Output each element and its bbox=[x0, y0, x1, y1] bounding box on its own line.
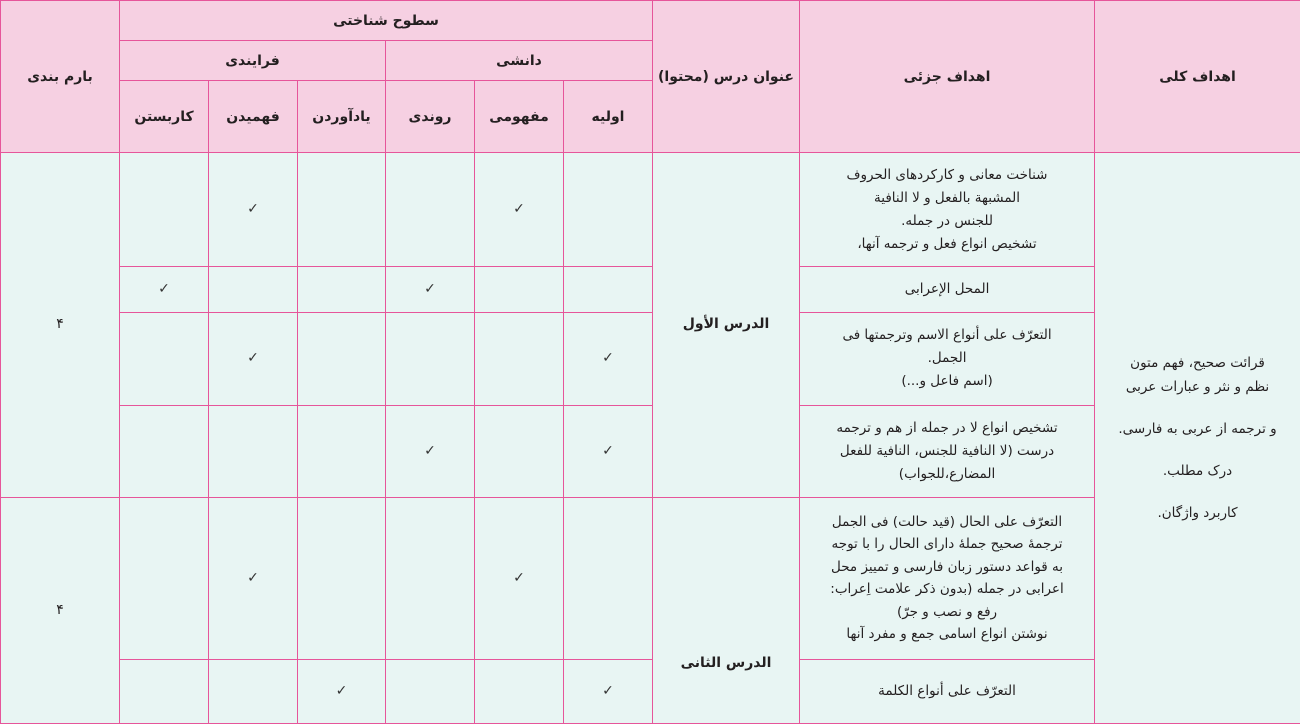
general-goal-line: درک مطلب. bbox=[1162, 463, 1233, 480]
check-cell bbox=[120, 405, 209, 497]
check-cell bbox=[475, 153, 564, 267]
cognitive-levels-header: سطوح شناختی bbox=[120, 1, 653, 41]
objective-cell bbox=[800, 659, 1095, 723]
check-cell bbox=[298, 405, 386, 497]
level-mafhumi-header: مفهومی bbox=[475, 81, 564, 153]
level-ravandi-header: روندی bbox=[386, 81, 475, 153]
objective-line: التعرّف علی أنواع الاسم وترجمتها فی bbox=[842, 327, 1052, 344]
check-cell bbox=[298, 267, 386, 313]
level-avalie-header: اولیه bbox=[564, 81, 653, 153]
check-cell bbox=[475, 405, 564, 497]
check-cell bbox=[209, 153, 298, 267]
check-cell bbox=[386, 267, 475, 313]
check-cell bbox=[386, 497, 475, 659]
general-goal-line: و ترجمه از عربی به فارسی. bbox=[1118, 421, 1277, 438]
check-cell bbox=[386, 153, 475, 267]
lesson-2-title: الدرس الثانی bbox=[653, 497, 800, 723]
check-mark: ✓ bbox=[158, 281, 170, 298]
lesson-1-title: الدرس الأول bbox=[653, 153, 800, 497]
check-cell bbox=[298, 659, 386, 723]
check-cell bbox=[209, 659, 298, 723]
partial-goals-header: اهداف جزئی bbox=[800, 1, 1095, 153]
objective-line: المحل الإعرابی bbox=[904, 281, 990, 298]
general-goal-line: کاربرد واژگان. bbox=[1157, 505, 1238, 522]
general-goals-header: اهداف کلی bbox=[1095, 1, 1300, 153]
check-cell bbox=[475, 313, 564, 405]
check-mark: ✓ bbox=[247, 201, 259, 218]
check-cell bbox=[120, 497, 209, 659]
objective-line: الجمل. bbox=[927, 350, 967, 367]
check-mark: ✓ bbox=[602, 442, 614, 459]
check-mark: ✓ bbox=[424, 281, 436, 298]
check-cell bbox=[209, 497, 298, 659]
check-mark: ✓ bbox=[602, 682, 614, 699]
objective-line: المضارع،للجواب) bbox=[898, 465, 996, 482]
check-mark: ✓ bbox=[247, 569, 259, 586]
objective-cell bbox=[800, 313, 1095, 405]
objective-line: رفع و نصب و جرّ) bbox=[896, 603, 998, 620]
objective-line: اعرابی در جمله (بدون ذکر علامت اِعراب: bbox=[830, 581, 1064, 598]
check-mark: ✓ bbox=[513, 569, 525, 586]
check-mark: ✓ bbox=[335, 682, 348, 699]
objective-line: (اسم فاعل و...) bbox=[901, 373, 993, 390]
process-group-header: فرایندی bbox=[120, 41, 386, 81]
check-mark: ✓ bbox=[424, 442, 436, 459]
check-cell bbox=[564, 497, 653, 659]
check-cell bbox=[209, 267, 298, 313]
check-cell bbox=[298, 313, 386, 405]
objective-line: تشخیص انواع لا در جمله از هم و ترجمه bbox=[836, 419, 1058, 436]
check-mark: ✓ bbox=[247, 350, 259, 367]
check-cell bbox=[120, 659, 209, 723]
check-cell bbox=[386, 313, 475, 405]
check-cell bbox=[386, 659, 475, 723]
table-row bbox=[1, 153, 1300, 267]
check-cell bbox=[120, 313, 209, 405]
check-cell bbox=[120, 153, 209, 267]
check-mark: ✓ bbox=[513, 201, 525, 218]
scoring-header: بارم بندی bbox=[1, 1, 120, 153]
check-cell bbox=[564, 405, 653, 497]
check-cell bbox=[564, 313, 653, 405]
objective-line: للجنس در جمله. bbox=[901, 212, 993, 229]
check-cell bbox=[475, 267, 564, 313]
check-cell bbox=[209, 313, 298, 405]
check-cell bbox=[386, 405, 475, 497]
level-fahmidan-header: فهمیدن bbox=[209, 81, 298, 153]
objective-line: درست (لا النافیة للجنس، النافیة للفعل bbox=[839, 442, 1055, 459]
objective-line: به قواعد دستور زبان فارسی و تمییز محل bbox=[830, 558, 1064, 575]
objective-cell bbox=[800, 267, 1095, 313]
lesson-2-score: ۴ bbox=[1, 497, 120, 723]
objective-line: شناخت معانی و کارکردهای الحروف bbox=[846, 166, 1048, 183]
objective-cell bbox=[800, 497, 1095, 659]
objective-cell bbox=[800, 153, 1095, 267]
check-cell bbox=[564, 153, 653, 267]
check-cell bbox=[564, 659, 653, 723]
objective-line: المشبهة بالفعل و لا النافیة bbox=[874, 189, 1021, 206]
general-goal-line: نظم و نثر و عبارات عربی bbox=[1125, 379, 1270, 396]
objective-cell bbox=[800, 405, 1095, 497]
check-cell bbox=[475, 659, 564, 723]
general-goal-line: قرائت صحیح، فهم متون bbox=[1130, 355, 1265, 372]
content-title-header: عنوان درس (محتوا) bbox=[653, 1, 800, 153]
objective-line: نوشتن انواع اسامی جمع و مفرد آنها bbox=[846, 626, 1048, 643]
check-cell bbox=[564, 267, 653, 313]
check-mark: ✓ bbox=[602, 350, 614, 367]
check-cell bbox=[298, 497, 386, 659]
check-cell bbox=[209, 405, 298, 497]
general-goals-cell bbox=[1095, 153, 1300, 724]
objective-line: التعرّف علی الحال (قید حالت) فی الجمل bbox=[831, 513, 1063, 530]
objective-line: التعرّف علی أنواع الکلمة bbox=[878, 682, 1016, 699]
objective-line: ترجمهٔ صحیح جملهٔ دارای الحال را با توجه bbox=[831, 536, 1063, 553]
level-yadavardan-header: یادآوردن bbox=[298, 81, 386, 153]
check-cell bbox=[475, 497, 564, 659]
objective-line: تشخیص انواع فعل و ترجمه آنها، bbox=[857, 235, 1037, 252]
knowledge-group-header: دانشی bbox=[386, 41, 653, 81]
level-karbastan-header: کاربستن bbox=[120, 81, 209, 153]
check-cell bbox=[120, 267, 209, 313]
lesson-1-score: ۴ bbox=[1, 153, 120, 497]
check-cell bbox=[298, 153, 386, 267]
